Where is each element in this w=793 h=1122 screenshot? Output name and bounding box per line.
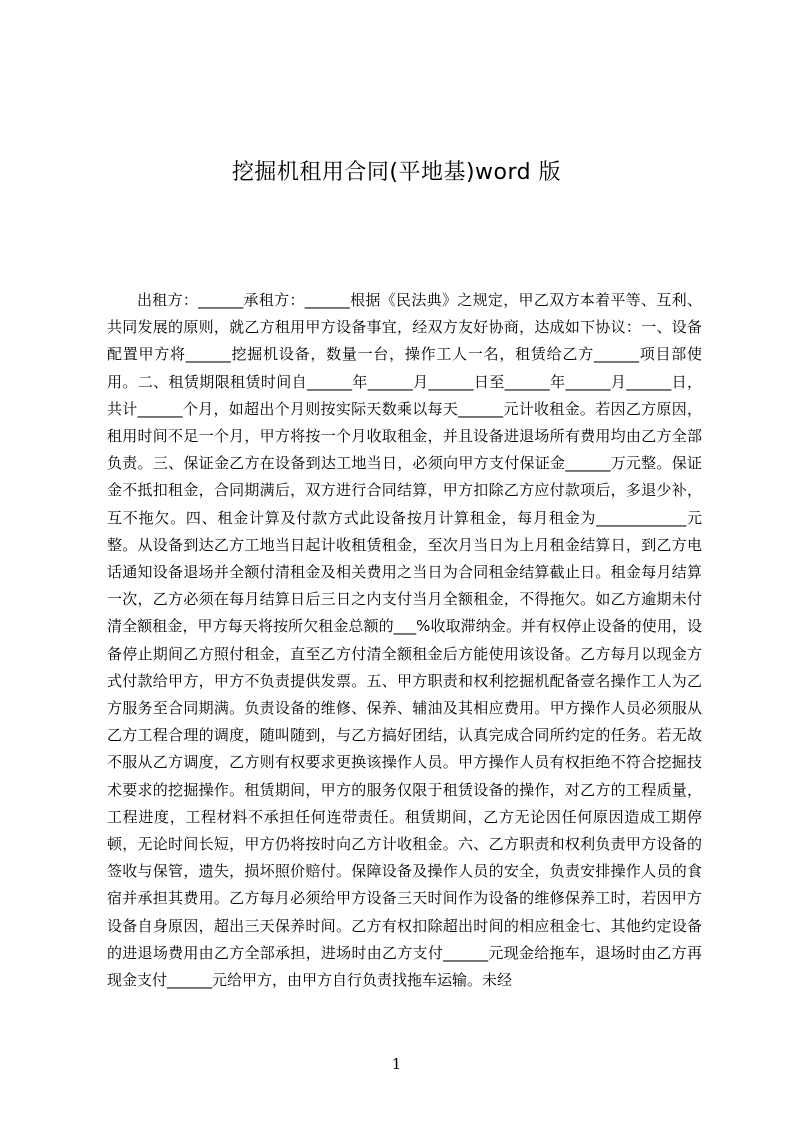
page-number: 1 — [391, 1055, 402, 1073]
contract-body-text: 出租方：______承租方：______根据《民法典》之规定，甲乙双方本着平等、互利、共同发展的原则，就乙方租用甲方设备事宜，经双方友好协商，达成如下协议：一、设备配置甲方将______挖掘机设备，数量一台，操作工人一名，租赁给乙方______项目部使用。二、租赁期限租赁时间自______年______月______日至______年______月______日，共计______个月，如超出个月则按实际天数乘以每天______元计收租金。若因乙方原因，租用时间不足一个月，甲方将按一个月收取租金，并且设备进退场所有费用均由乙方全部负责。三、保证金乙方在设备到达工地当日，必须向甲方支付保证金______万元整。保证金不抵扣租金，合同期满后，双方进行合同结算，甲方扣除乙方应付款项后，多退少补，互不拖欠。四、租金计算及付款方式此设备按月计算租金，每月租金为____________元整。从设备到达乙方工地当日起计收租赁租金，至次月当日为上月租金结算日，到乙方电话通知设备退场并全额付清租金及相关费用之当日为合同租金结算截止日。租金每月结算一次，乙方必须在每月结算日后三日之内支付当月全额租金，不得拖欠。如乙方逾期未付清全额租金，甲方每天将按所欠租金总额的___%收取滞纳金。并有权停止设备的使用，设备停止期间乙方照付租金，直至乙方付清全额租金后方能使用该设备。乙方每月以现金方式付款给甲方，甲方不负责提供发票。五、甲方职责和权利挖掘机配备壹名操作工人为乙方服务至合同期满。负责设备的维修、保养、辅油及其相应费用。甲方操作人员必须服从乙方工程合理的调度，随叫随到，与乙方搞好团结，认真完成合同所约定的任务。若无故不服从乙方调度，乙方则有权要求更换该操作人员。甲方操作人员有权拒绝不符合挖掘技术要求的挖掘操作。租赁期间，甲方的服务仅限于租赁设备的操作，对乙方的工程质量，工程进度，工程材料不承担任何连带责任。租赁期间，乙方无论因任何原因造成工期停顿，无论时间长短，甲方仍将按时向乙方计收租金。六、乙方职责和权利负责甲方设备的签收与保管，遗失，损坏照价赔付。保障设备及操作人员的安全，负责安排操作人员的食宿并承担其费用。乙方每月必须给甲方设备三天时间作为设备的维修保养工时，若因甲方设备自身原因，超出三天保养时间。乙方有权扣除超出时间的相应租金七、其他约定设备的进退场费用由乙方全部承担，进场时由乙方支付______元现金给拖车，退场时由乙方再现金支付______元给甲方，由甲方自行负责找拖车运输。未经 — [107, 291, 702, 990]
document-title: 挖掘机租用合同(平地基)word 版 — [231, 159, 562, 185]
